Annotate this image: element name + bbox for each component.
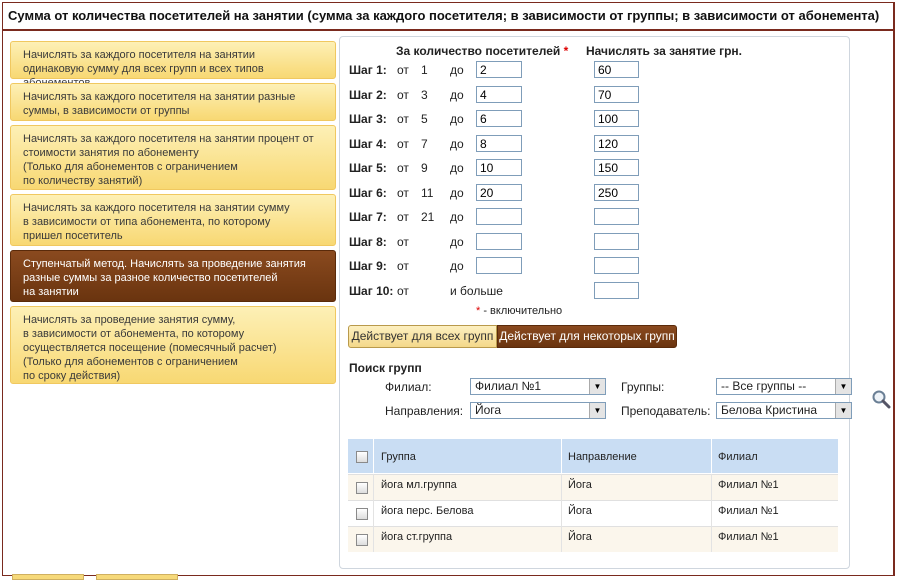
method-option-label: Начислять за каждого посетителя на занятии одинаковую сумму для всех групп и всех типов — [23, 49, 264, 75]
method-option-5-stepped[interactable] — [10, 250, 336, 302]
column-divider — [561, 500, 562, 526]
method-option-1[interactable] — [10, 41, 336, 79]
footnote-text: - включительно — [480, 305, 563, 317]
chevron-down-icon: ▼ — [835, 403, 851, 418]
count-header-text: За количество посетителей — [396, 44, 561, 58]
row-checkbox[interactable] — [356, 508, 368, 520]
step-amount-input[interactable] — [594, 86, 639, 103]
group-cell: йога перс. Белова — [381, 505, 474, 517]
step-label: Шаг 9: — [349, 259, 387, 273]
step-amount-input[interactable] — [594, 208, 639, 225]
branch-cell: Филиал №1 — [718, 505, 779, 517]
column-divider — [561, 526, 562, 552]
step-from-value: 5 — [421, 112, 428, 126]
step-more-label: и больше — [450, 284, 503, 298]
step-to-label: до — [450, 235, 464, 249]
footnote-mark: * — [476, 305, 481, 317]
step-from-value: 21 — [421, 210, 435, 224]
step-label: Шаг 3: — [349, 112, 387, 126]
direction-select-value: Йога — [475, 403, 502, 417]
step-label: Шаг 6: — [349, 186, 387, 200]
scope-some-groups-button[interactable]: Действует для некоторых групп — [497, 325, 677, 348]
column-divider — [711, 500, 712, 526]
step-amount-input[interactable] — [594, 135, 639, 152]
step-to-label: до — [450, 210, 464, 224]
step-from-value: 7 — [421, 137, 428, 151]
select-all-checkbox[interactable] — [356, 451, 368, 463]
step-from-value: 3 — [421, 88, 428, 102]
step-amount-input[interactable] — [594, 61, 639, 78]
step-from-label: от — [397, 235, 409, 249]
step-to-input[interactable] — [476, 208, 522, 225]
step-to-label: до — [450, 112, 464, 126]
chevron-down-icon: ▼ — [835, 379, 851, 394]
branch-select[interactable] — [470, 378, 606, 395]
step-from-label: от — [397, 112, 409, 126]
step-from-label: от — [397, 284, 409, 298]
step-label: Шаг 5: — [349, 161, 387, 175]
step-to-input[interactable] — [476, 233, 522, 250]
direction-select[interactable] — [470, 402, 606, 419]
step-to-input[interactable] — [476, 159, 522, 176]
step-to-input[interactable] — [476, 61, 522, 78]
step-label: Шаг 10: — [349, 284, 394, 298]
step-to-label: до — [450, 88, 464, 102]
groups-select-value: -- Все группы -- — [721, 379, 807, 393]
column-divider — [373, 439, 374, 473]
teacher-label: Преподаватель: — [621, 404, 711, 418]
column-divider — [373, 526, 374, 552]
step-label: Шаг 8: — [349, 235, 387, 249]
branch-cell: Филиал №1 — [718, 531, 779, 543]
step-from-label: от — [397, 186, 409, 200]
direction-cell: Йога — [568, 531, 592, 543]
teacher-select[interactable] — [716, 402, 852, 419]
step-from-value: 9 — [421, 161, 428, 175]
step-amount-input[interactable] — [594, 184, 639, 201]
method-option-3[interactable] — [10, 125, 336, 190]
steps-count-header — [396, 44, 568, 58]
column-divider — [711, 526, 712, 552]
step-to-label: до — [450, 186, 464, 200]
step-to-input[interactable] — [476, 110, 522, 127]
groups-select[interactable] — [716, 378, 852, 395]
method-option-label: Начислять за каждого посетителя на занятии сумму в зависимости от типа абонемента, по которому пришел посетитель — [23, 202, 290, 242]
method-option-4[interactable] — [10, 194, 336, 246]
column-header-branch: Филиал — [718, 451, 758, 463]
chevron-down-icon: ▼ — [589, 379, 605, 394]
method-option-label: Начислять за проведение занятия сумму, в зависимости от абонемента, по которому осуществляется посещение (помесячный расчет) (Только для абонементов с ограничением по сроку действия) — [23, 314, 277, 382]
direction-label: Направления: — [385, 404, 464, 418]
step-from-label: от — [397, 63, 409, 77]
branch-cell: Филиал №1 — [718, 479, 779, 491]
step-to-label: до — [450, 161, 464, 175]
column-divider — [373, 500, 374, 526]
inclusive-footnote — [476, 305, 562, 317]
step-to-input[interactable] — [476, 86, 522, 103]
groups-label: Группы: — [621, 380, 665, 394]
step-to-input[interactable] — [476, 257, 522, 274]
scope-all-groups-button[interactable]: Действует для всех групп — [348, 325, 497, 348]
step-from-label: от — [397, 210, 409, 224]
step-to-input[interactable] — [476, 135, 522, 152]
method-option-label: Начислять за каждого посетителя на занятии процент от стоимости занятия по абонементу (Только для абонементов с ограничением по количеству занятий) — [23, 133, 314, 187]
group-search-heading: Поиск групп — [349, 361, 422, 375]
method-option-6[interactable] — [10, 306, 336, 384]
bottom-button-stub[interactable] — [96, 574, 178, 580]
column-divider — [373, 474, 374, 500]
row-checkbox[interactable] — [356, 534, 368, 546]
teacher-select-value: Белова Кристина — [721, 403, 818, 417]
direction-cell: Йога — [568, 505, 592, 517]
page-title: Сумма от количества посетителей на занятии (сумма за каждого посетителя; в зависимости от группы; в зависимости от абонемента) — [8, 8, 880, 23]
step-from-label: от — [397, 161, 409, 175]
bottom-button-stub[interactable] — [12, 574, 84, 580]
step-amount-input[interactable] — [594, 159, 639, 176]
step-from-label: от — [397, 88, 409, 102]
step-amount-input[interactable] — [594, 233, 639, 250]
amount-header: Начислять за занятие грн. — [586, 44, 742, 58]
step-from-label: от — [397, 259, 409, 273]
column-divider — [561, 439, 562, 473]
method-option-2[interactable] — [10, 83, 336, 121]
column-header-group: Группа — [381, 451, 416, 463]
method-option-label: Начислять за каждого посетителя на занятии разные суммы, в зависимости от группы — [23, 91, 296, 117]
step-to-input[interactable] — [476, 184, 522, 201]
step-label: Шаг 2: — [349, 88, 387, 102]
branch-select-value: Филиал №1 — [475, 379, 542, 393]
step-to-label: до — [450, 259, 464, 273]
step-amount-input[interactable] — [594, 282, 639, 299]
group-cell: йога мл.группа — [381, 479, 457, 491]
step-amount-input[interactable] — [594, 257, 639, 274]
step-amount-input[interactable] — [594, 110, 639, 127]
required-mark: * — [563, 44, 569, 58]
search-icon[interactable] — [871, 389, 891, 409]
step-to-label: до — [450, 63, 464, 77]
column-divider — [561, 474, 562, 500]
branch-label: Филиал: — [385, 380, 432, 394]
row-checkbox[interactable] — [356, 482, 368, 494]
method-option-label: Ступенчатый метод. Начислять за проведение занятия разные суммы за разное количество посетителей на занятии — [23, 258, 306, 298]
column-divider — [711, 474, 712, 500]
step-label: Шаг 1: — [349, 63, 387, 77]
title-divider — [3, 29, 893, 31]
step-from-value: 1 — [421, 63, 428, 77]
group-cell: йога ст.группа — [381, 531, 453, 543]
step-from-value: 11 — [421, 186, 434, 200]
column-divider — [711, 439, 712, 473]
step-label: Шаг 4: — [349, 137, 387, 151]
step-from-label: от — [397, 137, 409, 151]
step-label: Шаг 7: — [349, 210, 387, 224]
step-to-label: до — [450, 137, 464, 151]
column-header-direction: Направление — [568, 451, 637, 463]
chevron-down-icon: ▼ — [589, 403, 605, 418]
direction-cell: Йога — [568, 479, 592, 491]
